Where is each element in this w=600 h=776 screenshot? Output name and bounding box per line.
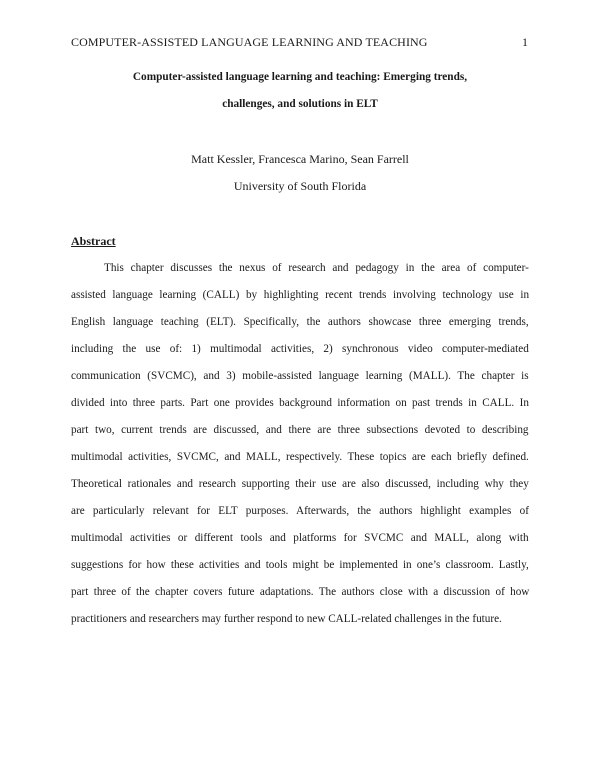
abstract-line: assisted language learning (CALL) by highlighting recent trends involving technology use in [71,289,530,301]
abstract-line: English language teaching (ELT). Specifically, the authors showcase three emerging trends, [71,316,529,328]
affiliation: University of South Florida [233,179,367,193]
abstract-line: including the use of: 1) multimodal activities, 2) synchronous video computer-mediated [71,343,529,355]
abstract-heading: Abstract [71,234,116,248]
abstract-line: divided into three parts. Part one provides background information on past trends in CALL. In [71,397,529,409]
abstract-line: Theoretical rationales and research supporting their use are also discussed, including why they [71,478,529,490]
abstract-line: part two, current trends are discussed, and there are three subsections devoted to describing [71,424,529,436]
page-number: 1 [522,35,528,49]
abstract-line: suggestions for how these activities and tools might be implemented in one’s classroom. Lastly, [71,559,529,571]
author-list: Matt Kessler, Francesca Marino, Sean Farrell [191,152,409,166]
abstract-line: multimodal activities, SVCMC, and MALL, respectively. These topics are each briefly defined. [71,451,529,463]
abstract-line: part three of the chapter covers future adaptations. The authors close with a discussion of how [71,586,530,598]
abstract-line: multimodal activities or different tools and platforms for SVCMC and MALL, along with [71,532,529,544]
abstract-line: practitioners and researchers may further respond to new CALL-related challenges in the future. [71,613,502,625]
paper-title-line-2: challenges, and solutions in ELT [222,98,378,110]
running-head: COMPUTER-ASSISTED LANGUAGE LEARNING AND TEACHING [71,35,428,49]
abstract-line: are particularly relevant for ELT purposes. Afterwards, the authors highlight examples of [71,505,529,517]
abstract-line: communication (SVCMC), and 3) mobile-assisted language learning (MALL). The chapter is [71,370,529,382]
abstract-line: This chapter discusses the nexus of research and pedagogy in the area of computer- [104,262,529,274]
paper-title-line-1: Computer-assisted language learning and teaching: Emerging trends, [132,71,468,83]
